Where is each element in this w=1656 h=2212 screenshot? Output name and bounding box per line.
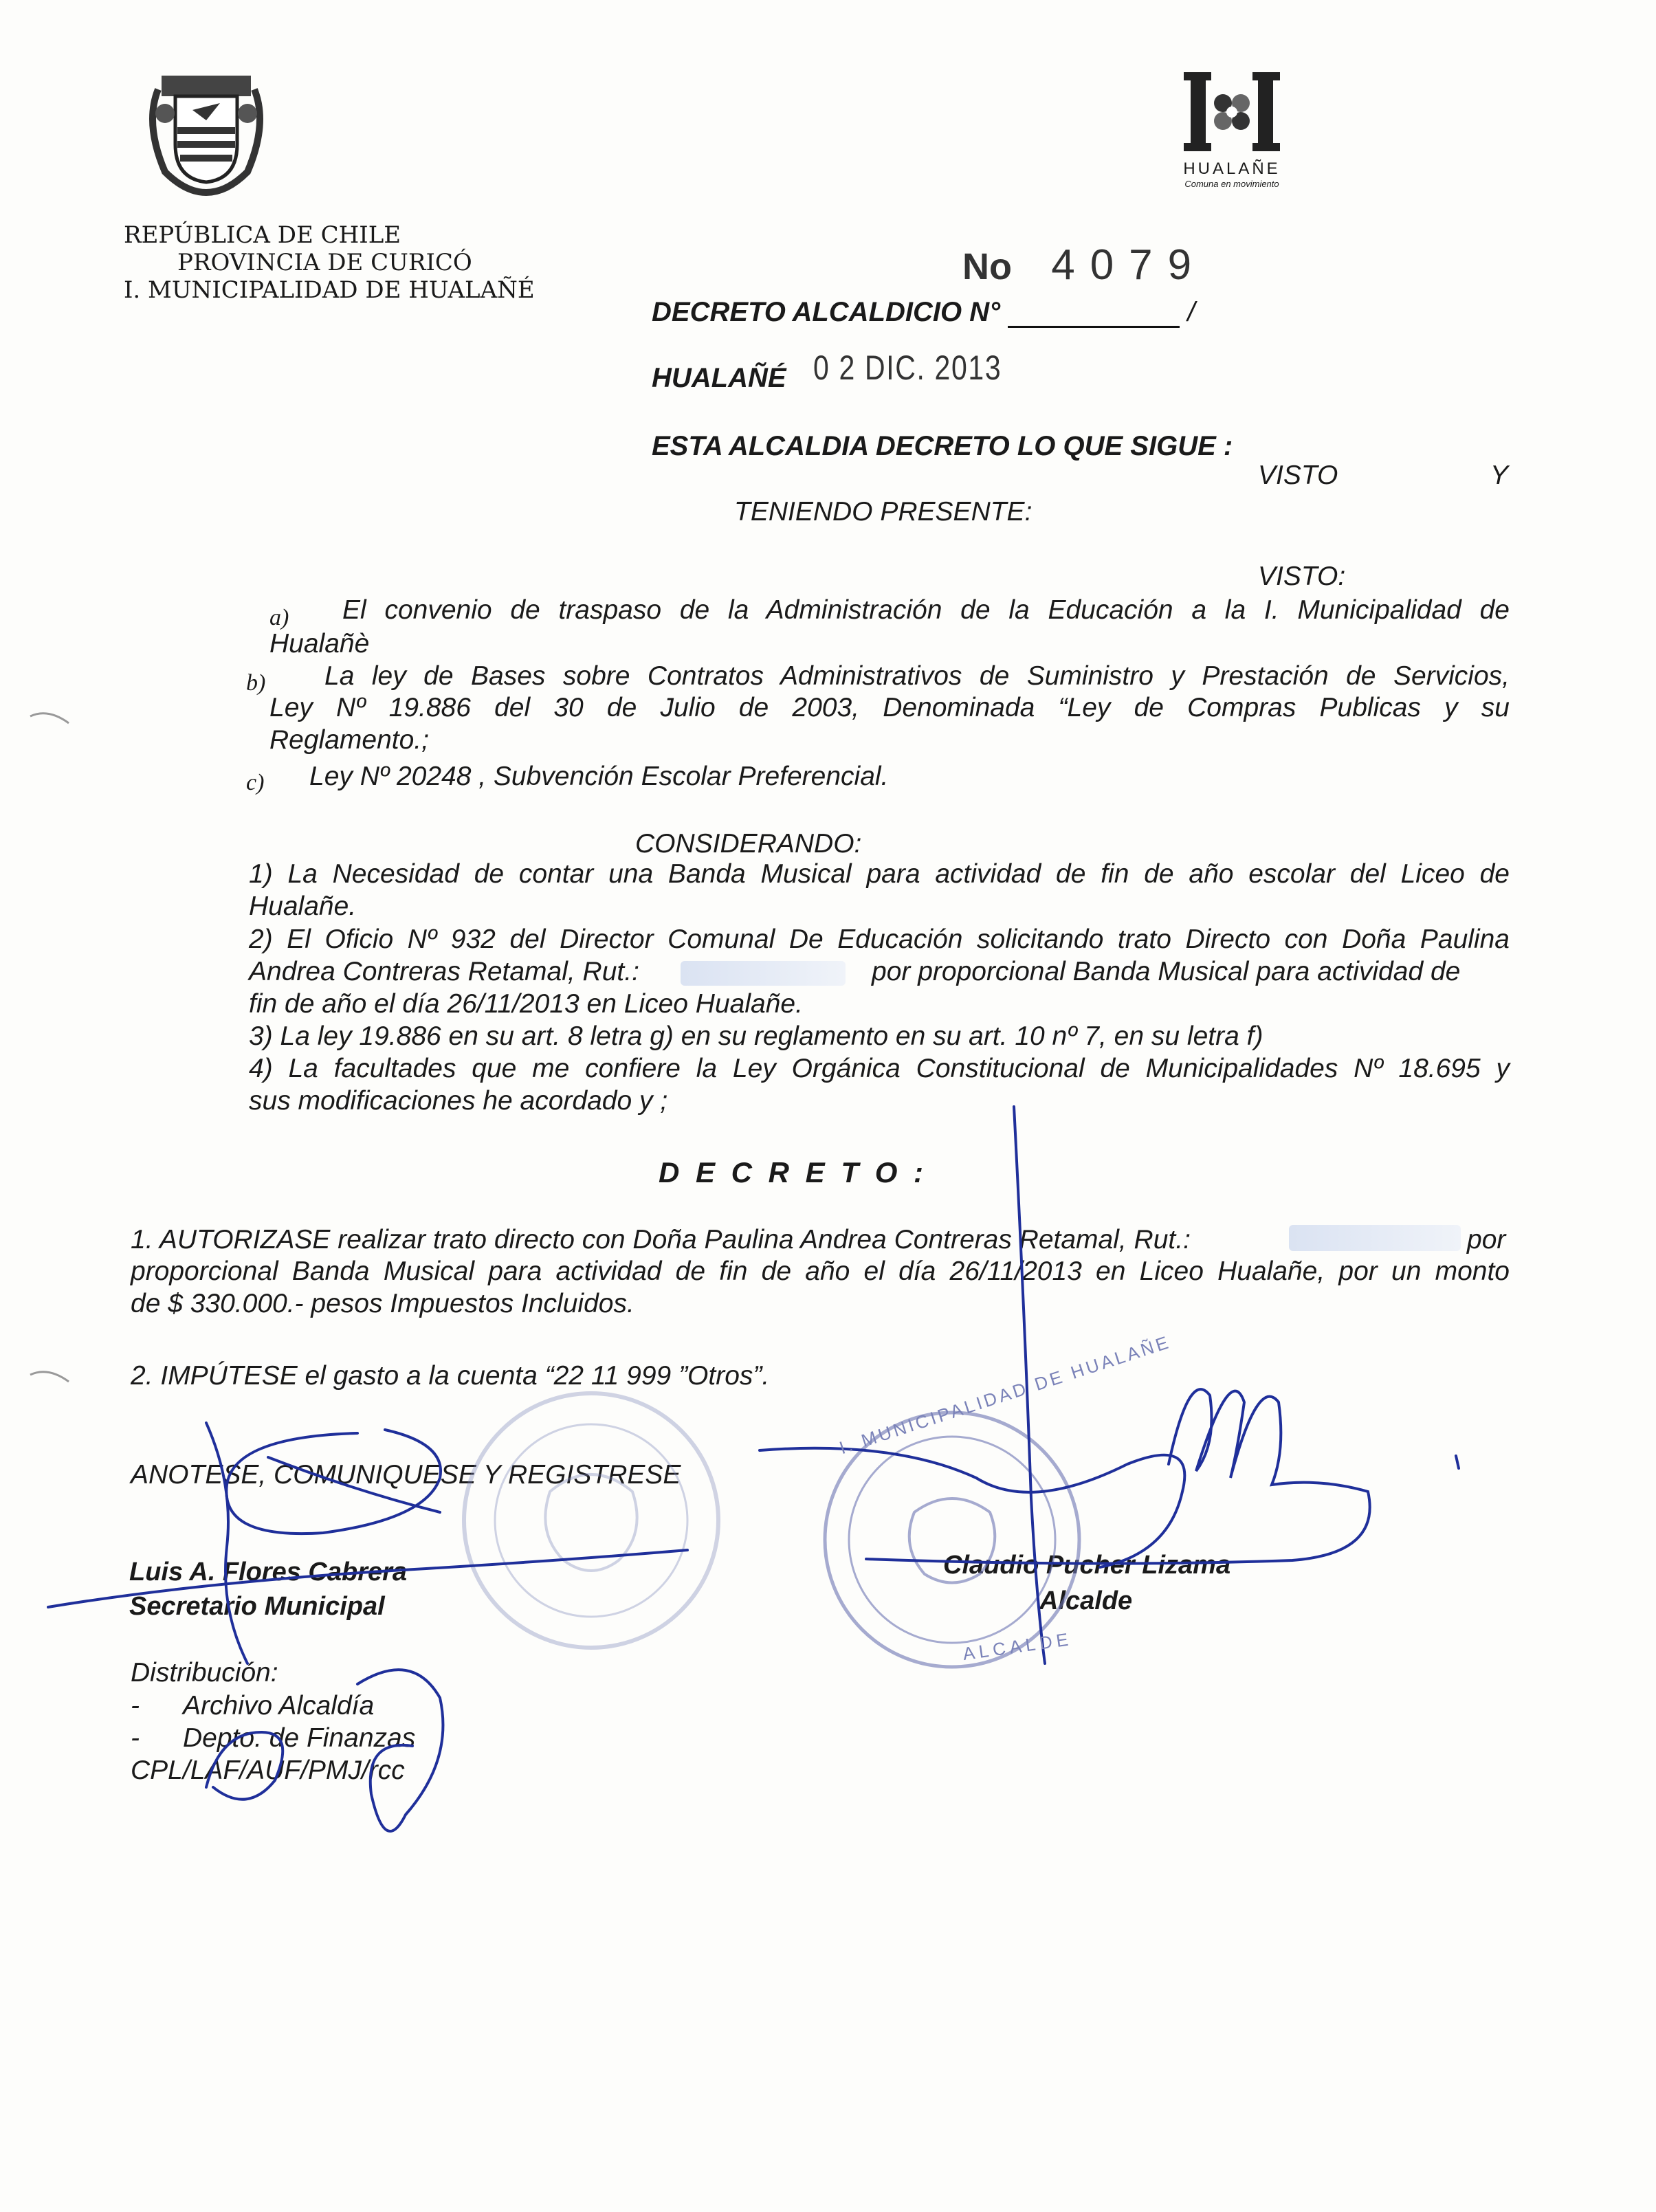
secretary-title: Secretario Municipal xyxy=(129,1592,385,1621)
visto-c-line1: Ley Nº 20248 , Subvención Escolar Preferencial. xyxy=(309,762,889,791)
decreto-item1-line1-end: por xyxy=(1467,1225,1506,1254)
initials-scribble xyxy=(206,1670,443,1831)
decree-slash: / xyxy=(1187,297,1195,327)
distribution-item-1: Archivo Alcaldía xyxy=(183,1691,375,1721)
stamp-text: I. MUNICIPALIDAD DE HUALAÑE xyxy=(837,1331,1173,1459)
decreto-item1-line2: proporcional Banda Musical para actividad de fin de año el día 26/11/2013 en Liceo Hualañe, por un monto xyxy=(131,1257,1510,1286)
intro-text: ESTA ALCALDIA DECRETO LO QUE SIGUE : xyxy=(652,431,1233,461)
considerando-line-3: 2) El Oficio Nº 932 del Director Comunal De Educación solicitando trato Directo con Doña Paulina xyxy=(249,925,1510,954)
mayor-title: Alcalde xyxy=(1039,1586,1133,1615)
visto-a-line2: Hualañè xyxy=(269,629,370,659)
logo-name: HUALAÑE xyxy=(1183,159,1281,178)
considerando-line-7: 4) La facultades que me confiere la Ley Orgánica Constitucional de Municipalidades Nº 18.695 y xyxy=(249,1054,1510,1083)
secretary-stamp-icon xyxy=(464,1393,718,1648)
closing-text: ANOTESE, COMUNIQUESE Y REGISTRESE xyxy=(131,1460,681,1490)
visto-b-line2: Ley Nº 19.886 del 30 de Julio de 2003, Denominada “Ley de Compras Publicas y su xyxy=(269,693,1510,722)
logo-tagline: Comuna en movimiento xyxy=(1184,179,1279,189)
mayor-name: Claudio Pucher Lizama xyxy=(943,1551,1231,1580)
mayor-signature xyxy=(760,1107,1459,1663)
distribution-initials: CPL/LAF/AUF/PMJ/rcc xyxy=(131,1756,405,1785)
decreto-item1-line3: de $ 330.000.- pesos Impuestos Incluidos. xyxy=(131,1289,634,1318)
number-prefix: No xyxy=(962,246,1012,287)
considerando-line-1: 1) La Necesidad de contar una Banda Musical para actividad de fin de año escolar del Liceo de xyxy=(249,859,1510,889)
secretary-name: Luis A. Flores Cabrera xyxy=(129,1558,408,1586)
considerando-heading: CONSIDERANDO: xyxy=(635,829,862,859)
visto-b-line3: Reglamento.; xyxy=(269,725,429,755)
visto-label-c: c) xyxy=(246,770,265,795)
stamp-bottom-text: ALCALDE xyxy=(961,1628,1074,1665)
considerando-line-8: sus modificaciones he acordado y ; xyxy=(249,1086,668,1116)
visto-a-line1: El convenio de traspaso de la Administración de la Educación a la I. Municipalidad de xyxy=(342,595,1510,625)
considerando-line-4b: por proporcional Banda Musical para actividad de xyxy=(872,957,1461,986)
visto-label-b: b) xyxy=(246,670,266,696)
municipality-text: I. MUNICIPALIDAD DE HUALAÑÉ xyxy=(124,276,535,304)
y-word: Y xyxy=(1490,461,1509,490)
decree-title: DECRETO ALCALDICIO N° xyxy=(652,297,1001,327)
republic-text: REPÚBLICA DE CHILE xyxy=(124,221,401,249)
decreto-heading: D E C R E T O : xyxy=(659,1156,928,1188)
place-text: HUALAÑÉ xyxy=(652,363,786,393)
visto-word: VISTO xyxy=(1258,461,1338,490)
considerando-line-2: Hualañe. xyxy=(249,892,357,921)
visto-label-a: a) xyxy=(269,605,289,630)
considerando-line-5: fin de año el día 26/11/2013 en Liceo Hualañe. xyxy=(249,989,803,1019)
considerando-line-4a: Andrea Contreras Retamal, Rut.: xyxy=(249,957,639,986)
distribution-heading: Distribución: xyxy=(131,1658,278,1688)
decreto-item1-line1: 1. AUTORIZASE realizar trato directo con Doña Paulina Andrea Contreras Retamal, Rut.: xyxy=(131,1225,1191,1254)
province-text: PROVINCIA DE CURICÓ xyxy=(177,249,472,276)
decreto-item2: 2. IMPÚTESE el gasto a la cuenta “22 11 999 ”Otros”. xyxy=(131,1361,770,1391)
visto-b-line1: La ley de Bases sobre Contratos Administrativos de Suministro y Prestación de Servicios, xyxy=(324,661,1510,691)
secretary-signature xyxy=(48,1423,687,1663)
considerando-line-6: 3) La ley 19.886 en su art. 8 letra g) en su reglamento en su art. 10 nº 7, en su letra f) xyxy=(249,1021,1263,1051)
distribution-bullet-1: - xyxy=(131,1691,140,1721)
distribution-item-2: Depto. de Finanzas xyxy=(183,1723,416,1753)
teniendo-text: TENIENDO PRESENTE: xyxy=(734,497,1033,527)
visto-heading: VISTO: xyxy=(1258,562,1346,591)
date-stamp: 0 2 DIC. 2013 xyxy=(813,349,1002,387)
decree-number: 4079 xyxy=(1051,241,1207,289)
distribution-bullet-2: - xyxy=(131,1723,140,1753)
